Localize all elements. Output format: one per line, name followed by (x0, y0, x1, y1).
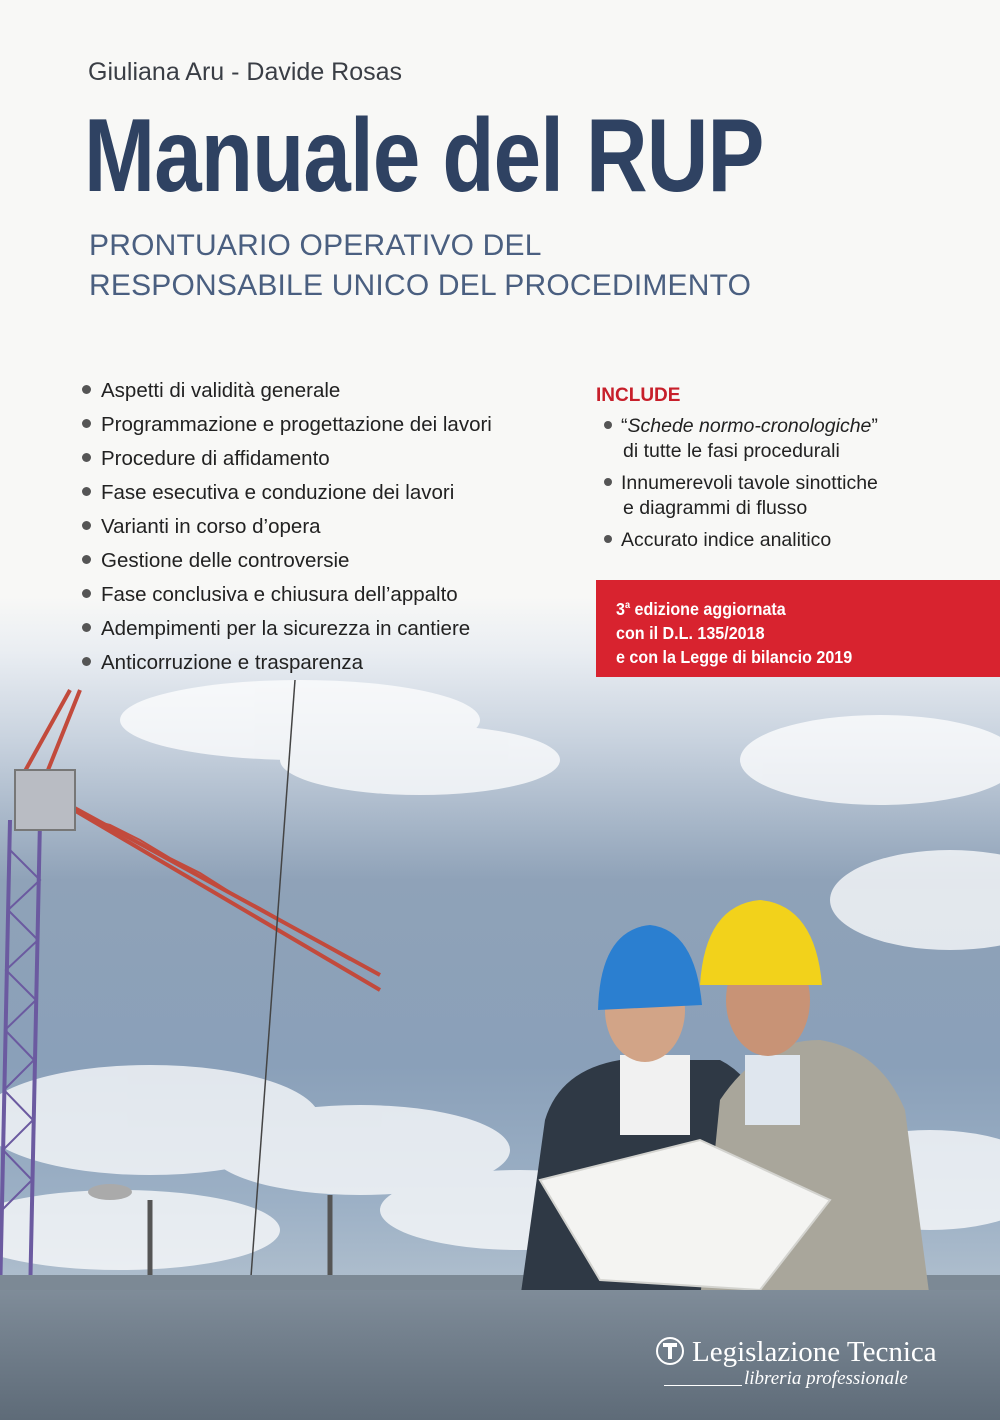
publisher-tagline: libreria professionale (744, 1368, 908, 1389)
publisher-name: Legislazione Tecnica (656, 1336, 937, 1369)
include-item: “Schede normo-cronologiche” di tutte le fasi procedurali (604, 414, 878, 464)
bullet-icon (604, 535, 612, 543)
bullet-icon (604, 478, 612, 486)
topic-item: Adempimenti per la sicurezza in cantiere (82, 612, 492, 646)
include-list (604, 414, 878, 560)
topic-item: Fase conclusiva e chiusura dell’appalto (82, 578, 492, 612)
topic-item: Anticorruzione e trasparenza (82, 646, 492, 680)
edition-badge (596, 580, 1000, 677)
bullet-icon (82, 385, 91, 394)
tagline-rule (664, 1385, 742, 1386)
crane-cab (15, 770, 75, 830)
topic-item: Programmazione e progettazione dei lavori (82, 408, 492, 442)
topics-list (82, 374, 492, 680)
bullet-icon (82, 419, 91, 428)
bullet-icon (82, 521, 91, 530)
engineers-with-blueprint (520, 900, 930, 1300)
bullet-icon (82, 453, 91, 462)
topic-item: Varianti in corso d’opera (82, 510, 492, 544)
publisher-logo-icon (656, 1337, 684, 1365)
book-authors: Giuliana Aru - Davide Rosas (88, 58, 403, 86)
bullet-icon (82, 487, 91, 496)
topic-item: Aspetti di validità generale (82, 374, 492, 408)
bullet-icon (82, 623, 91, 632)
include-item: Innumerevoli tavole sinottiche e diagrammi di flusso (604, 471, 878, 521)
subtitle-line: PRONTUARIO OPERATIVO DEL (89, 229, 542, 262)
include-item: Accurato indice analitico (604, 528, 878, 553)
include-heading: INCLUDE (596, 385, 681, 406)
edition-line: e con la Legge di bilancio 2019 (616, 646, 853, 667)
book-title: Manuale del RUP (84, 98, 764, 214)
topic-item: Fase esecutiva e conduzione dei lavori (82, 476, 492, 510)
bullet-icon (82, 555, 91, 564)
topic-item: Gestione delle controversie (82, 544, 492, 578)
edition-line: 3$^a$ edizione aggiornata (616, 598, 786, 619)
subtitle-line: RESPONSABILE UNICO DEL PROCEDIMENTO (89, 269, 752, 302)
topic-item: Procedure di affidamento (82, 442, 492, 476)
bullet-icon (82, 589, 91, 598)
book-subtitle (89, 226, 751, 306)
edition-line: con il D.L. 135/2018 (616, 622, 765, 643)
bullet-icon (604, 421, 612, 429)
bullet-icon (82, 657, 91, 666)
